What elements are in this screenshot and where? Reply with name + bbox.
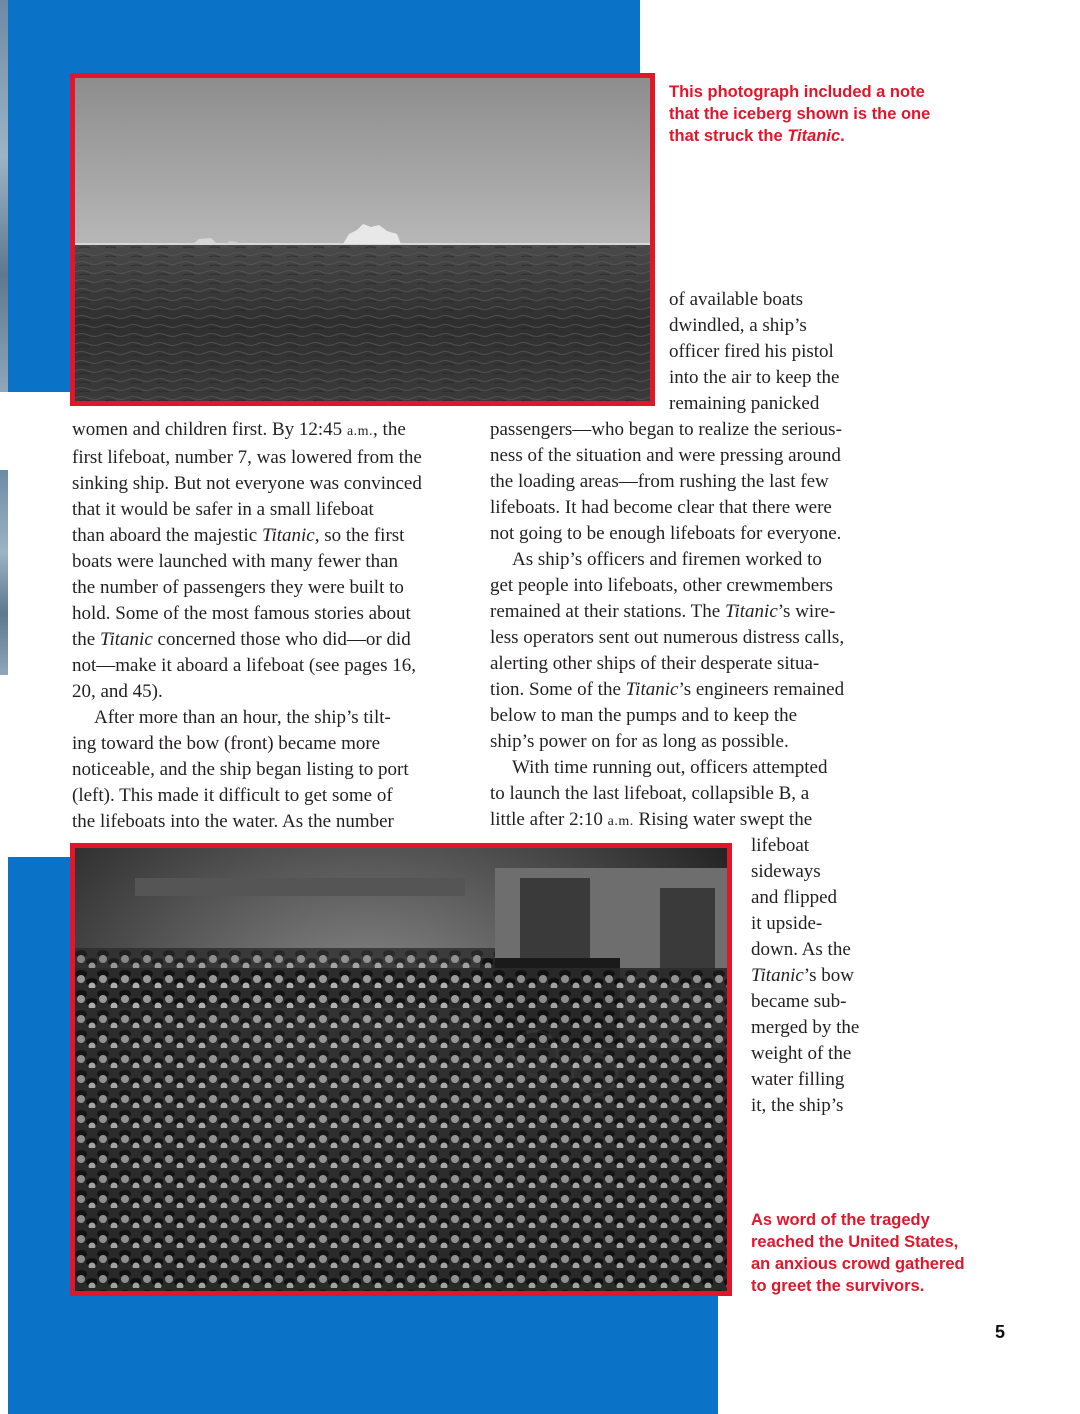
iceberg-photo-image <box>75 78 650 401</box>
crowd-caption <box>751 1209 991 1297</box>
caption-line: to greet the survivors. <box>751 1277 925 1295</box>
crowd-photograph <box>70 843 732 1296</box>
iceberg-photograph <box>70 73 655 406</box>
caption-line: As word of the tragedy <box>751 1211 930 1229</box>
caption-line: This photograph included a note <box>669 83 925 101</box>
caption-line: that the iceberg shown is the one <box>669 105 931 123</box>
crowd-photo-image <box>75 848 727 1291</box>
iceberg-caption <box>669 81 959 147</box>
cover-edge-strip-top <box>0 0 8 392</box>
caption-line: reached the United States, <box>751 1233 959 1251</box>
body-text-right-top: of available boats dwindled, a ship’s officer fired his pistol into the air to keep the remaining panicked <box>669 289 840 414</box>
body-text-right-column: passengers—who began to realize the serious- ness of the situation and were pressing around the loading areas—from rushing the last few lifeboats. It had become clear that there were not going to be enough lifeboats for everyone. As ship’s officers and firemen worked to get people into lifeboats, other crewmembers remained at their stations. The Titanic’s wire- less operators sent out numerous distress calls, alerting other ships of their desperate situa- tion. Some of the Titanic’s engineers remained below to man the pumps and to keep the ship’s power on for as long as possible. With time running out, officers attempted to launch the last lifeboat, collapsible B, a little after 2:10 a.m. Rising water swept the <box>490 419 845 830</box>
caption-line: an anxious crowd gathered <box>751 1255 965 1273</box>
page-number: 5 <box>995 1322 1006 1342</box>
body-text-right-bottom: lifeboat sideways and flipped it upside- down. As the Titanic’s bow became sub- merged by the weight of the water filling it, the ship’s <box>751 835 860 1116</box>
cover-edge-strip-middle <box>0 470 8 675</box>
caption-line: that struck the Titanic. <box>669 127 845 145</box>
body-text-left-column: women and children first. By 12:45 a.m., the first lifeboat, number 7, was lowered from the sinking ship. But not everyone was convinced that it would be safer in a small lifeboat than aboard the majestic Titanic, so the first boats were launched with many fewer than the number of passengers they were built to hold. Some of the most famous stories about the Titanic concerned those who did—or did not—make it aboard a lifeboat (see pages 16, 20, and 45). After more than an hour, the ship’s tilt- ing toward the bow (front) became more noticeable, and the ship began listing to port (left). This made it difficult to get some of the lifeboats into the water. As the number <box>72 419 422 832</box>
